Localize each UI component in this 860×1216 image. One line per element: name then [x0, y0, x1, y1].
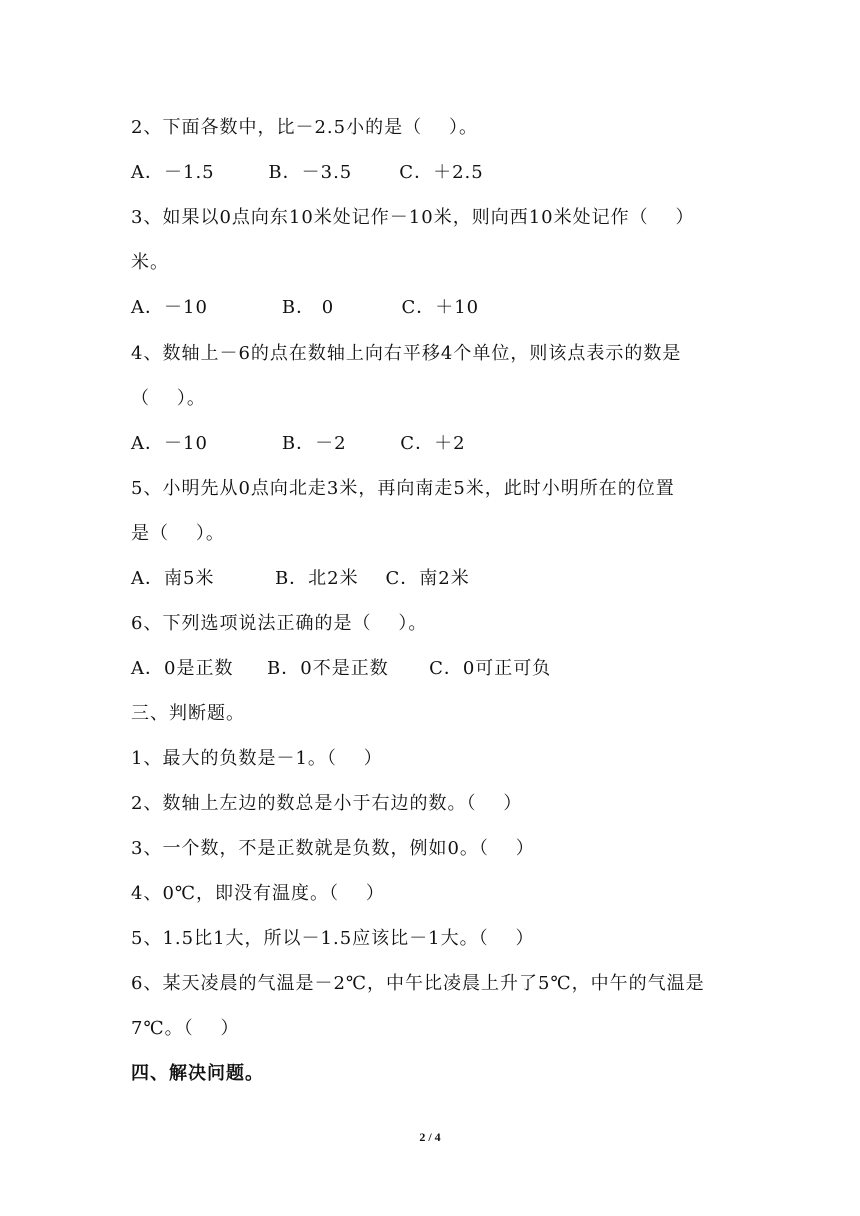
judge-2: 2、数轴上左边的数总是小于右边的数。（ ）: [131, 793, 523, 814]
judge-6-cont: 7℃。（ ）: [131, 1018, 240, 1039]
question-5-text-cont: 是（ ）。: [131, 523, 225, 544]
judge-3: 3、一个数，不是正数就是负数，例如0。（ ）: [131, 838, 535, 859]
judge-1: 1、最大的负数是－1。（ ）: [131, 748, 383, 769]
question-6-options: A．0是正数 B．0不是正数 C．0可正可负: [131, 658, 552, 679]
judge-6: 6、某天凌晨的气温是－2℃，中午比凌晨上升了5℃，中午的气温是: [131, 973, 705, 994]
question-5-text: 5、小明先从0点向北走3米，再向南走5米，此时小明所在的位置: [131, 478, 675, 499]
question-3-text-cont: 米。: [131, 252, 169, 273]
section-4-heading: 四、解决问题。: [131, 1063, 264, 1084]
question-3-options: A．－10 B． 0 C．＋10: [131, 297, 480, 318]
judge-5: 5、1.5比1大，所以－1.5应该比－1大。（ ）: [131, 928, 535, 949]
question-2-text: 2、下面各数中，比－2.5小的是（ ）。: [131, 117, 478, 138]
question-4-text: 4、数轴上－6的点在数轴上向右平移4个单位，则该点表示的数是: [131, 343, 682, 364]
section-3-heading: 三、判断题。: [131, 703, 245, 724]
question-6-text: 6、下列选项说法正确的是（ ）。: [131, 613, 428, 634]
page-number: 2 / 4: [419, 1130, 441, 1144]
question-4-text-cont: （ ）。: [131, 388, 206, 409]
question-4-options: A．－10 B．－2 C．＋2: [131, 433, 466, 454]
judge-4: 4、0℃，即没有温度。（ ）: [131, 883, 385, 904]
question-5-options: A．南5米 B．北2米 C．南2米: [131, 568, 470, 589]
question-2-options: A．－1.5 B．－3.5 C．＋2.5: [131, 162, 484, 183]
question-3-text: 3、如果以0点向东10米处记作－10米，则向西10米处记作（ ）: [131, 207, 695, 228]
